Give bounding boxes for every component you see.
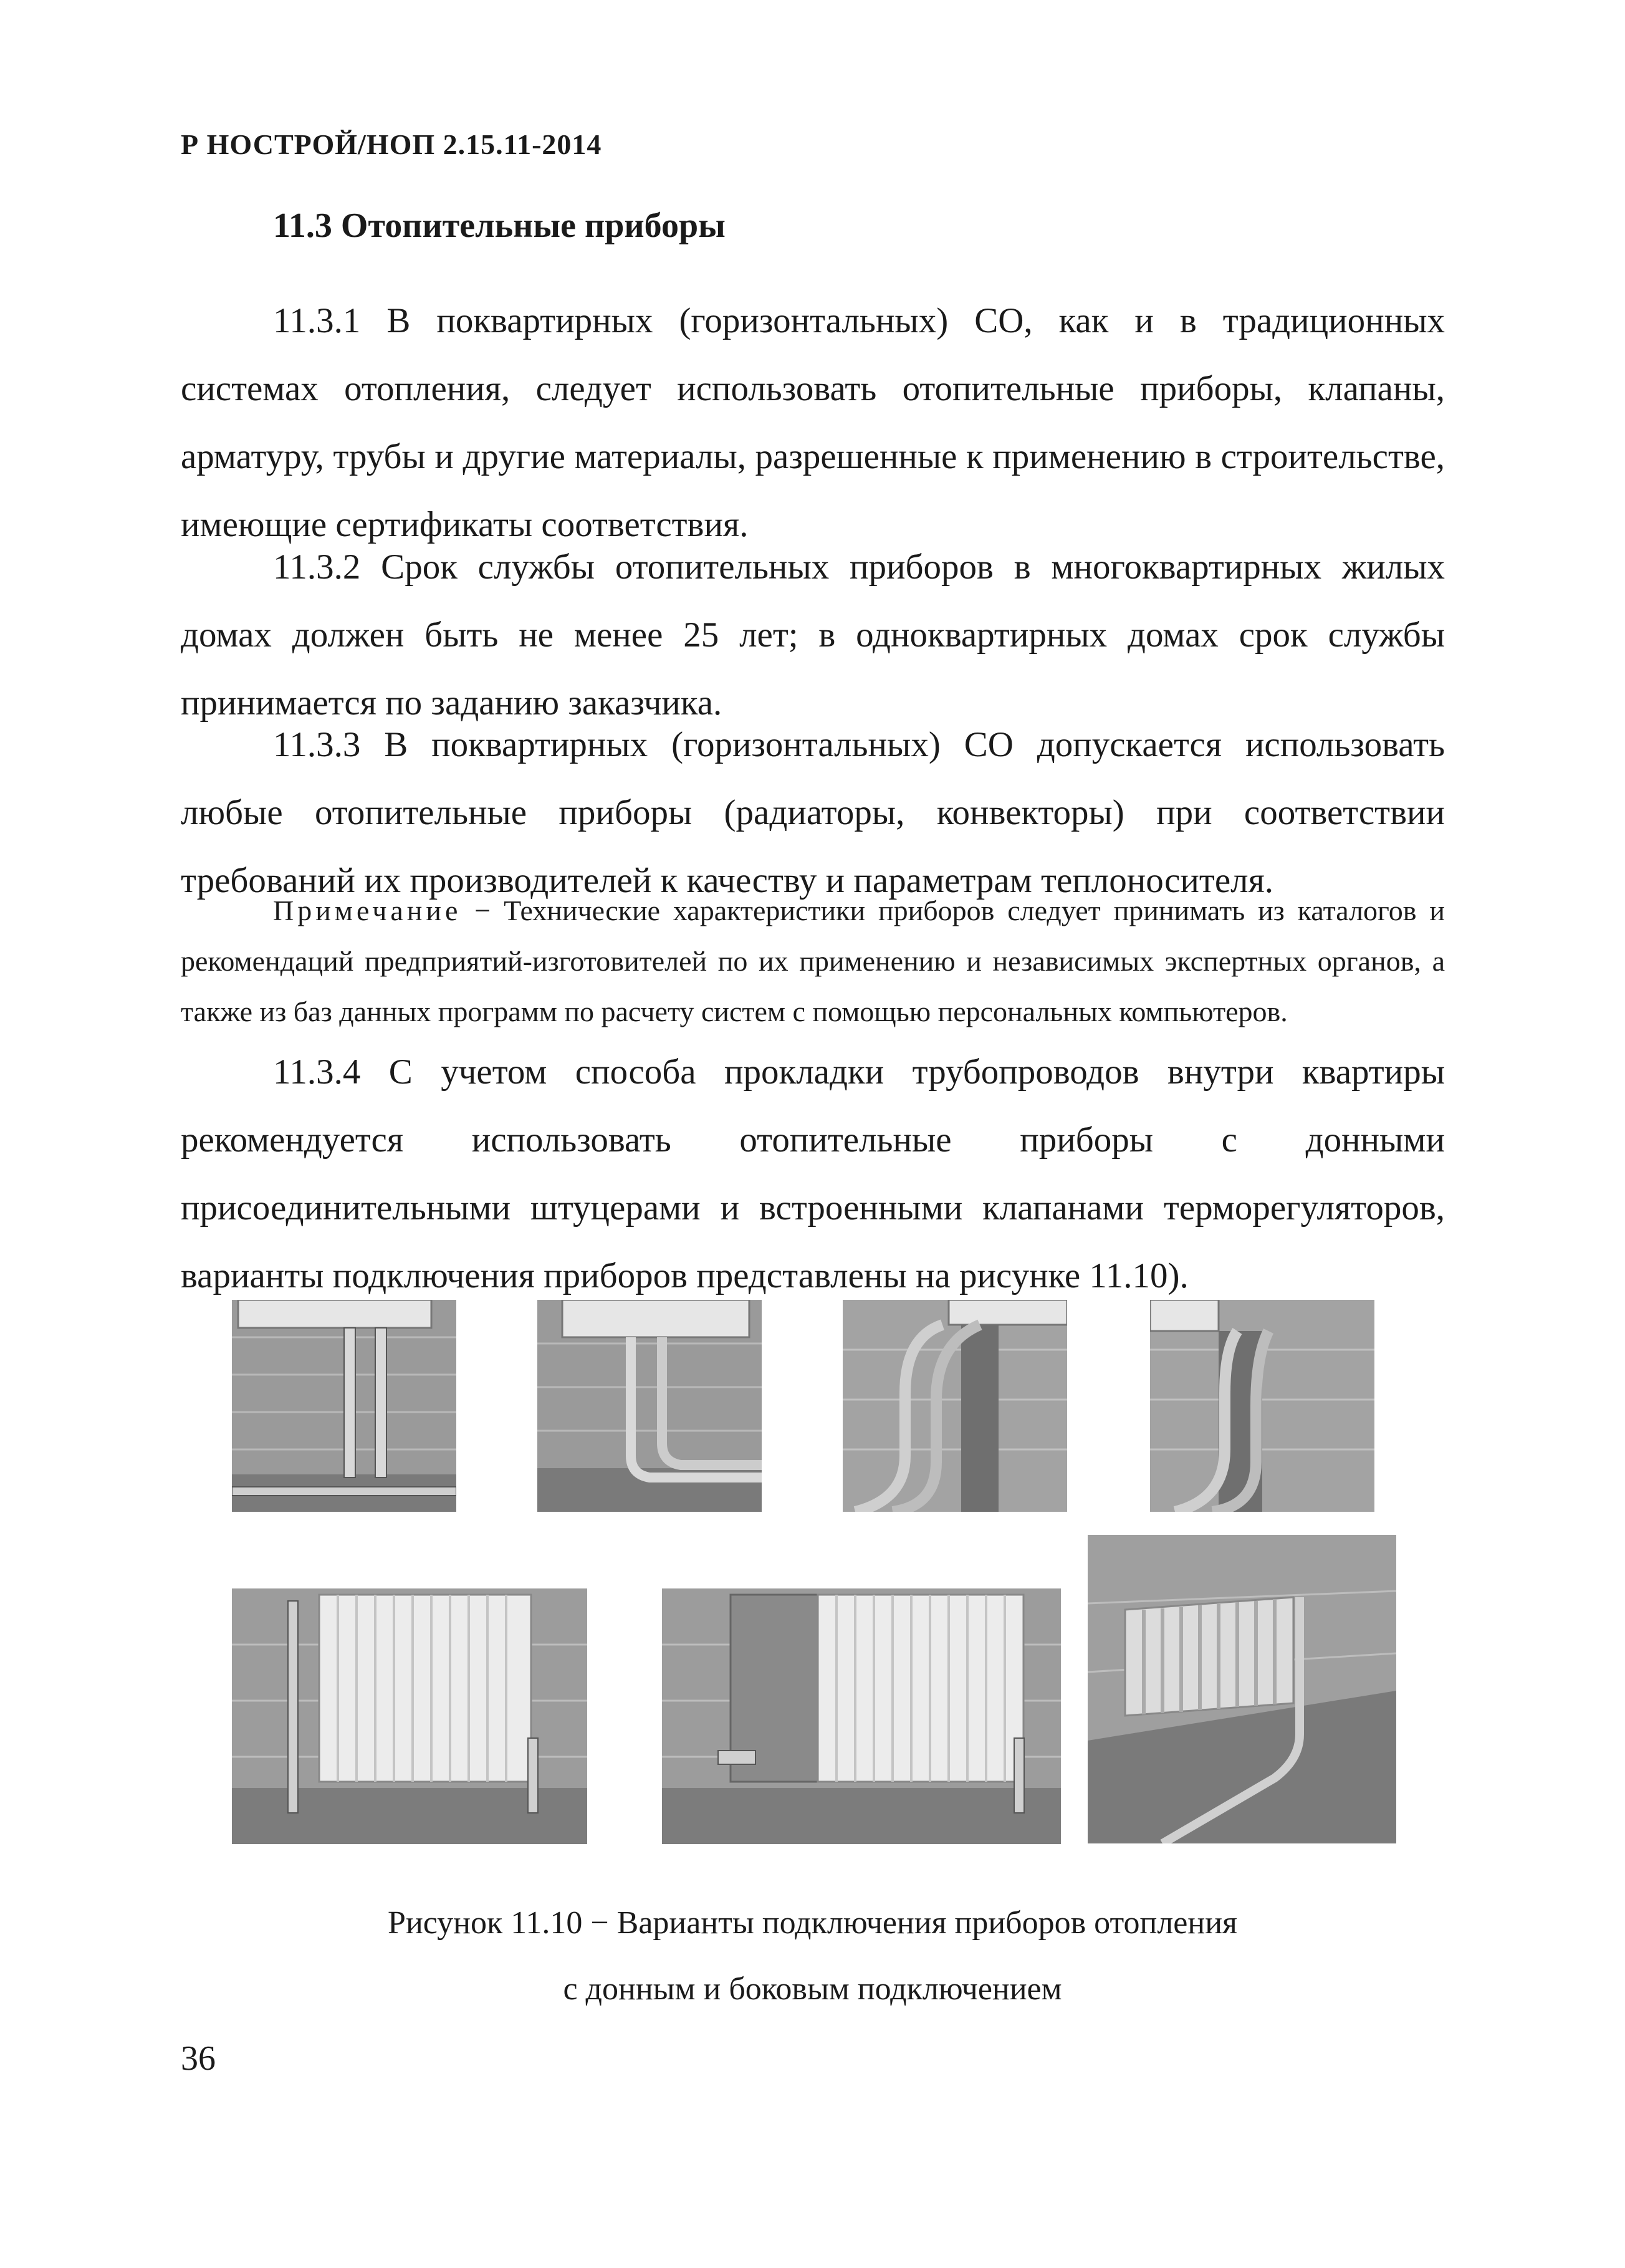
paragraph-11-3-2: 11.3.2 Срок службы отопительных приборов в многоквартирных жилых домах должен быть не менее 25 лет; в одноквартирных домах срок службы принимается по заданию заказчика. <box>181 547 1445 723</box>
figure-bottom-connection-1 <box>232 1300 456 1512</box>
page-number: 36 <box>181 2039 216 2078</box>
document-code: Р НОСТРОЙ/НОП 2.15.11-2014 <box>181 128 602 160</box>
note-block <box>181 885 1445 1037</box>
figure-side-connection-3 <box>1088 1535 1396 1843</box>
figure-bottom-connection-3 <box>843 1300 1067 1512</box>
paragraph-11-3-1: 11.3.1 В поквартирных (горизонтальных) СО, как и в традиционных системах отопления, следует использовать отопительные приборы, клапаны, арматуру, трубы и другие материалы, разрешенные к применению в строительстве, имеющие сертификаты соответствия. <box>181 301 1445 544</box>
figure-bottom-connection-2 <box>537 1300 762 1512</box>
note-text: − Технические характеристики приборов следует принимать из каталогов и рекомендаций предприятий-изготовителей по их применению и независимых экспертных органов, а также из баз данных программ по расчету систем с помощью персональных компьютеров. <box>181 895 1445 1027</box>
note-label: Примечание <box>273 895 462 926</box>
figure-side-connection-1 <box>232 1588 587 1844</box>
paragraph-11-3-4: 11.3.4 С учетом способа прокладки трубопроводов внутри квартиры рекомендуется использовать отопительные приборы с донными присоединительными штуцерами и встроенными клапанами терморегуляторов, варианты подключения приборов представлены на рисунке 11.10). <box>181 1052 1445 1295</box>
figure-side-connection-2 <box>662 1588 1061 1844</box>
paragraph-11-3-3: 11.3.3 В поквартирных (горизонтальных) СО допускается использовать любые отопительные приборы (радиаторы, конвекторы) при соответствии требований их производителей к качеству и параметрам теплоносителя. <box>181 725 1445 900</box>
figure-caption-line2: с донным и боковым подключением <box>563 1971 1062 2007</box>
section-title: 11.3 Отопительные приборы <box>273 206 726 245</box>
figure-caption-line1: Рисунок 11.10 − Варианты подключения приборов отопления <box>388 1905 1237 1941</box>
figure-bottom-connection-4 <box>1150 1300 1374 1512</box>
